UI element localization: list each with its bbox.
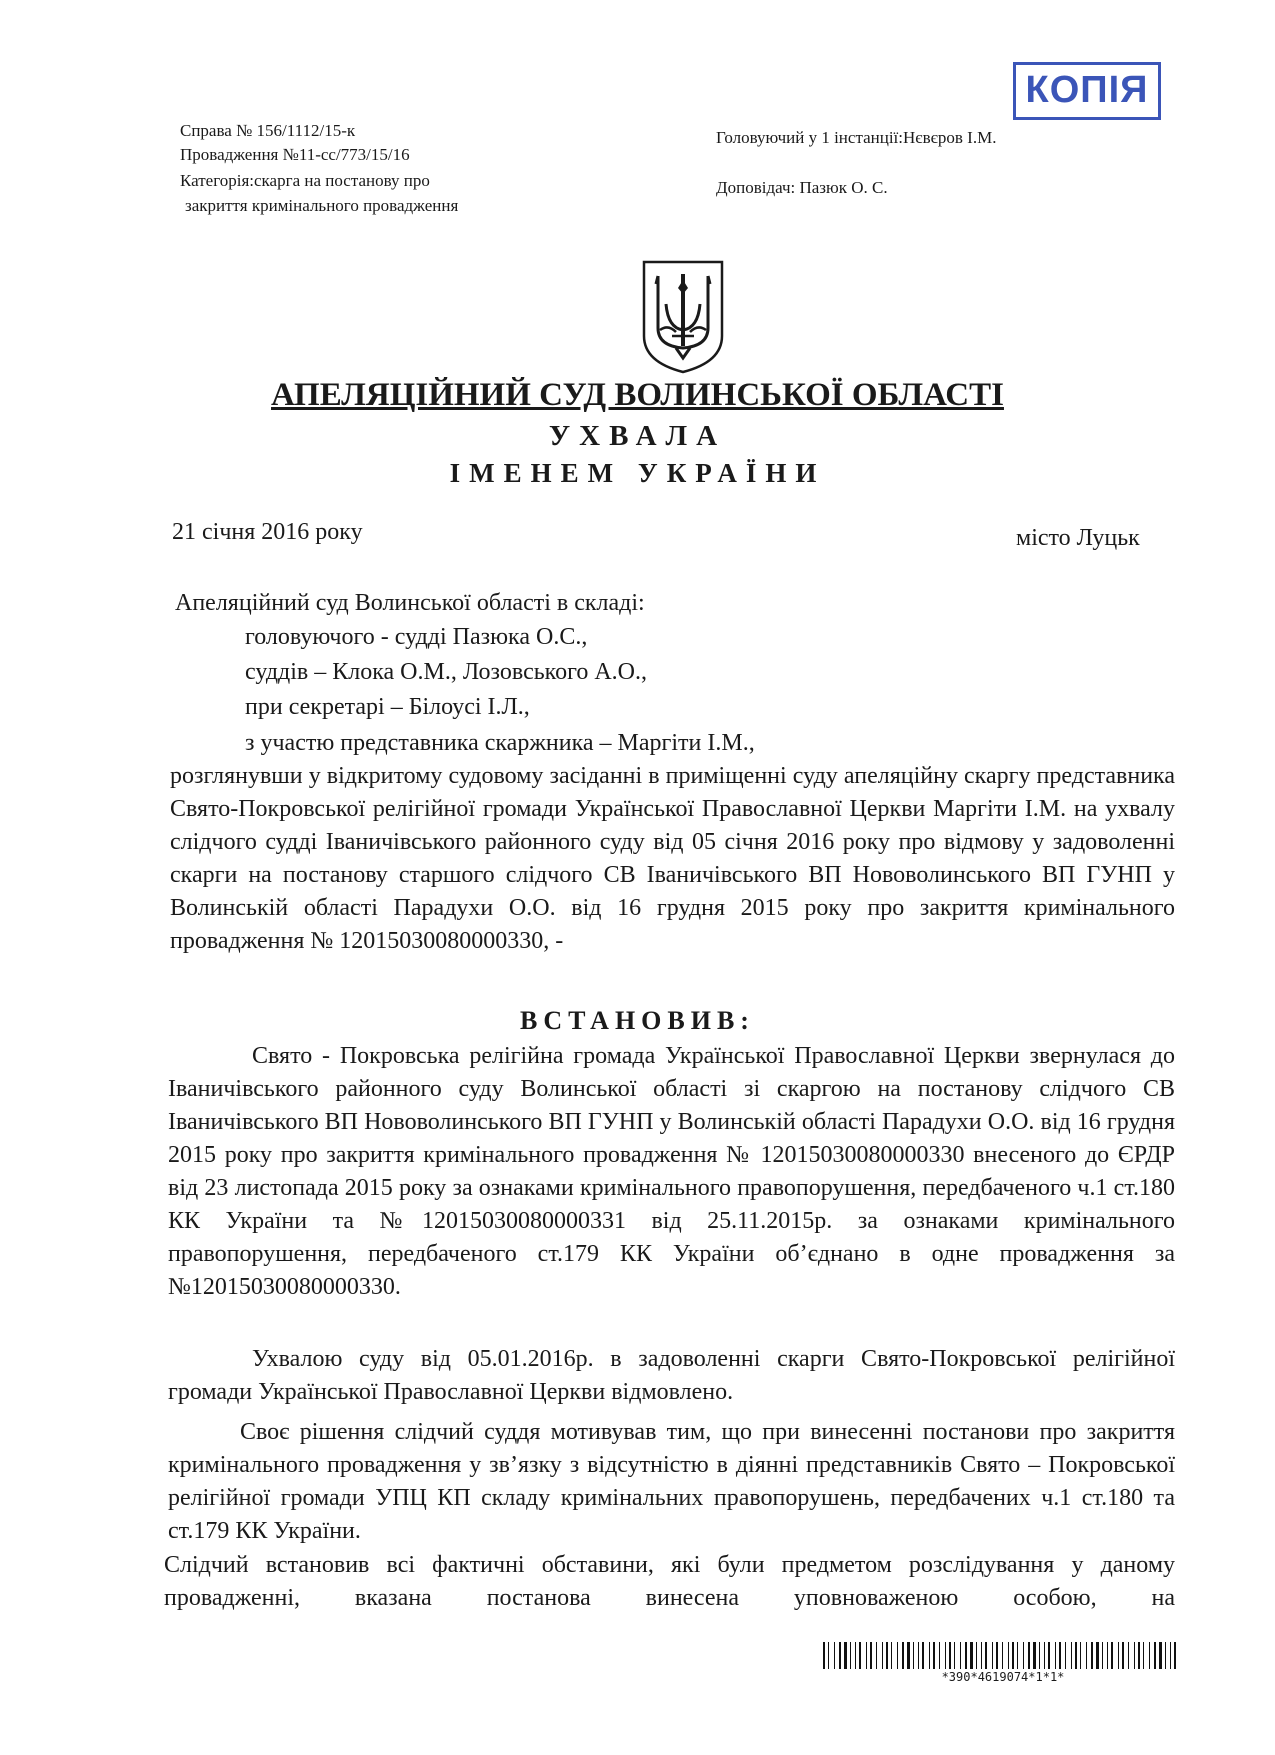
barcode-bar xyxy=(886,1642,888,1669)
barcode-bar xyxy=(1012,1642,1014,1669)
presiding-first-instance: Головуючий у 1 інстанції:Нєвєров І.М. xyxy=(716,128,997,147)
barcode-bar xyxy=(1071,1642,1072,1669)
barcode-bar xyxy=(1075,1642,1077,1669)
document-subtitle: ІМЕНЕМ УКРАЇНИ xyxy=(449,458,826,488)
considered-paragraph: розглянувши у відкритому судовому засіданні в приміщенні суду апеляційну скаргу представника Свято-Покровської релігійної громади Української Православної Церкви Маргіти І.М. на ухвалу слідчого судді Іваничівського районного суду від 05 січня 2016 року про відмову у задоволенні скарги на постанову старшого слідчого СВ Іваничівського ВП Нововолинського ВП ГУНП у Волинській області Парадухи О.О. від 16 грудня 2015 року про закриття кримінального провадження № 12015030080000330, - xyxy=(170,763,1175,954)
barcode-bar xyxy=(1044,1642,1045,1669)
barcode-bar xyxy=(1055,1642,1056,1669)
copy-stamp: КОПІЯ xyxy=(1013,62,1161,120)
barcode-bar xyxy=(985,1642,987,1669)
barcode-bar xyxy=(1023,1642,1024,1669)
barcode-bar xyxy=(960,1642,961,1669)
barcode-bar xyxy=(859,1642,861,1669)
barcode-bar xyxy=(823,1642,825,1669)
barcode-bar xyxy=(1086,1642,1087,1669)
proceeding-number: Провадження №11-сс/773/15/16 xyxy=(180,145,410,164)
barcode-bar xyxy=(1174,1642,1176,1669)
barcode-bar xyxy=(922,1642,924,1669)
barcode-bar xyxy=(1170,1642,1171,1669)
category-line-2: закриття кримінального провадження xyxy=(185,196,459,215)
paragraph-1: Свято - Покровська релігійна громада Української Православної Церкви звернулася до Іваничівського районного суду Волинської області зі скаргою на постанову слідчого СВ Іваничівського ВП Нововолинського ВП ГУНП у Волинській області Парадухи О.О. від 16 грудня 2015 року про закриття кримінального провадження № 12015030080000330 внесеного до ЄРДР від 23 листопада 2015 року за ознаками кримінального правопорушення, передбаченого ч.1 ст.180 КК України та №12015030080000331 від 25.11.2015р. за ознаками кримінального правопорушення, передбаченого ст.179 КК України об’єднано в одне провадження за №12015030080000330. xyxy=(168,1043,1175,1300)
barcode-bar xyxy=(828,1642,829,1669)
section-heading: ВСТАНОВИВ: xyxy=(520,1006,755,1035)
barcode-bar xyxy=(949,1642,951,1669)
barcode-bar xyxy=(1102,1642,1103,1669)
rapporteur: Доповідач: Пазюк О. С. xyxy=(716,178,888,197)
composition-presiding: головуючого - судді Пазюка О.С., xyxy=(245,624,588,650)
barcode-bar xyxy=(866,1642,867,1669)
barcode-bar xyxy=(855,1642,856,1669)
barcode-bar xyxy=(834,1642,835,1669)
barcode-bar xyxy=(1122,1642,1124,1669)
document-city: місто Луцьк xyxy=(1016,525,1140,551)
barcode-bar xyxy=(876,1642,877,1669)
composition-secretary: при секретарі – Білоусі І.Л., xyxy=(245,694,530,720)
barcode xyxy=(823,1642,1183,1669)
barcode-bar xyxy=(1107,1642,1108,1669)
paragraph-2: Ухвалою суду від 05.01.2016р. в задоволенні скарги Свято-Покровської релігійної громади Української Православної Церкви відмовлено. xyxy=(168,1346,1175,1405)
barcode-bar xyxy=(907,1642,910,1669)
barcode-bar xyxy=(870,1642,872,1669)
barcode-bar xyxy=(1159,1642,1162,1669)
barcode-bar xyxy=(891,1642,892,1669)
barcode-bar xyxy=(839,1642,841,1669)
barcode-bar xyxy=(929,1642,930,1669)
barcode-bar xyxy=(1080,1642,1081,1669)
barcode-bar xyxy=(1111,1642,1113,1669)
barcode-bar xyxy=(1134,1642,1135,1669)
court-name: АПЕЛЯЦІЙНИЙ СУД ВОЛИНСЬКОЇ ОБЛАСТІ xyxy=(271,377,1004,413)
paragraph-4: Слідчий встановив всі фактичні обставини, які були предметом розслідування у даному провадженні, вказана постанова винесена уповноваженою особою, на xyxy=(164,1552,1175,1611)
barcode-bar xyxy=(1091,1642,1093,1669)
barcode-bar xyxy=(1149,1642,1150,1669)
barcode-bar xyxy=(897,1642,898,1669)
barcode-bar xyxy=(850,1642,851,1669)
paragraph-3: Своє рішення слідчий суддя мотивував тим, що при винесенні постанови про закриття кримінального провадження у зв’язку з відсутністю в діянні представників Свято – Покровської релігійної громади УПЦ КП складу кримінальних правопорушень, передбачених ч.1 ст.180 та ст.179 КК України. xyxy=(168,1419,1175,1544)
barcode-bar xyxy=(1143,1642,1144,1669)
barcode-bar xyxy=(1065,1642,1066,1669)
case-number: Справа № 156/1112/15-к xyxy=(180,121,356,140)
document-date: 21 січня 2016 року xyxy=(172,519,363,545)
barcode-bar xyxy=(882,1642,883,1669)
barcode-bar xyxy=(913,1642,914,1669)
barcode-bar xyxy=(1033,1642,1036,1669)
barcode-bar xyxy=(1002,1642,1003,1669)
barcode-bar xyxy=(933,1642,935,1669)
barcode-bar xyxy=(902,1642,904,1669)
coat-of-arms-icon xyxy=(638,258,728,376)
barcode-bar xyxy=(945,1642,946,1669)
barcode-bar xyxy=(996,1642,998,1669)
barcode-bar xyxy=(1039,1642,1040,1669)
barcode-bar xyxy=(954,1642,955,1669)
barcode-bar xyxy=(939,1642,940,1669)
barcode-bar xyxy=(1048,1642,1050,1669)
barcode-bar xyxy=(976,1642,977,1669)
composition-representative: з участю представника скаржника – Маргіти І.М., xyxy=(245,730,755,756)
barcode-bar xyxy=(1059,1642,1061,1669)
barcode-bar xyxy=(1028,1642,1030,1669)
barcode-bar xyxy=(981,1642,982,1669)
category-line-1: Категорія:скарга на постанову про xyxy=(180,171,430,190)
barcode-bar xyxy=(1118,1642,1119,1669)
composition-judges: суддів – Клока О.М., Лозовського А.О., xyxy=(245,659,648,685)
barcode-bar xyxy=(844,1642,847,1669)
barcode-bar xyxy=(965,1642,967,1669)
barcode-number: *390*4619074*1*1* xyxy=(941,1670,1065,1684)
barcode-bar xyxy=(1154,1642,1156,1669)
barcode-bar xyxy=(1008,1642,1009,1669)
barcode-bar xyxy=(1165,1642,1166,1669)
barcode-bar xyxy=(970,1642,973,1669)
barcode-bar xyxy=(918,1642,919,1669)
composition-intro: Апеляційний суд Волинської області в складі: xyxy=(175,590,645,616)
barcode-bar xyxy=(1138,1642,1140,1669)
barcode-bar xyxy=(1017,1642,1018,1669)
barcode-bar xyxy=(1128,1642,1129,1669)
barcode-bar xyxy=(992,1642,993,1669)
document-type: УХВАЛА xyxy=(548,420,727,452)
barcode-bar xyxy=(1096,1642,1099,1669)
